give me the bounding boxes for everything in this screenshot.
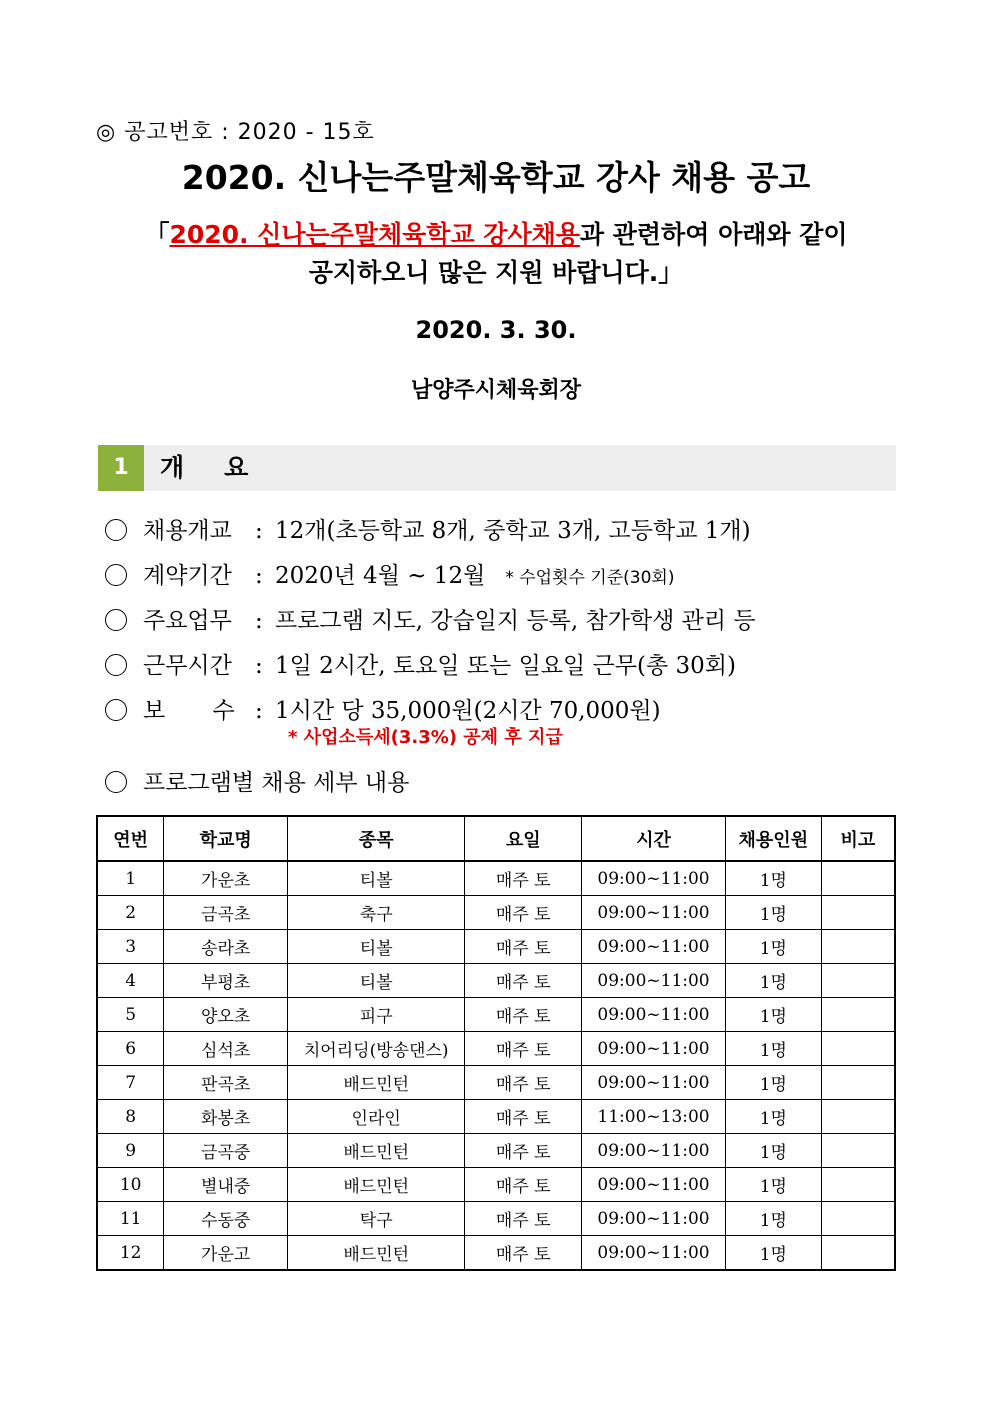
day-cell: 매주 토 [465, 1066, 582, 1100]
time-cell: 09:00~11:00 [582, 930, 726, 964]
sport-cell: 치어리딩(방송댄스) [287, 1032, 464, 1066]
day-cell: 매주 토 [465, 930, 582, 964]
time-cell: 09:00~11:00 [582, 964, 726, 998]
header-cell: 채용인원 [725, 816, 821, 861]
hire-count-cell: 1명 [725, 1032, 821, 1066]
school-name-cell: 가운초 [164, 861, 288, 896]
remarks-cell [821, 861, 895, 896]
sport-cell: 배드민턴 [287, 1134, 464, 1168]
header-cell: 연번 [97, 816, 164, 861]
intro-rest: 과 관련하여 아래와 같이 [579, 220, 848, 249]
program-table [96, 815, 896, 1271]
day-cell: 매주 토 [465, 1032, 582, 1066]
day-cell: 매주 토 [465, 1168, 582, 1202]
remarks-cell [821, 1168, 895, 1202]
item-label: 프로그램별 채용 세부 내용 [143, 770, 410, 796]
list-item [105, 512, 751, 545]
row-number-cell: 11 [97, 1202, 164, 1236]
circle-bullet-icon [105, 654, 127, 676]
notice-number: ◎ 공고번호 : 2020 - 15호 [96, 120, 375, 145]
intro-line-1 [0, 216, 992, 254]
time-cell: 09:00~11:00 [582, 998, 726, 1032]
remarks-cell [821, 1236, 895, 1271]
list-item [105, 557, 674, 590]
school-name-cell: 부평초 [164, 964, 288, 998]
time-cell: 09:00~11:00 [582, 1236, 726, 1271]
row-number-cell: 2 [97, 896, 164, 930]
time-cell: 09:00~11:00 [582, 1032, 726, 1066]
item-value: 12개(초등학교 8개, 중학교 3개, 고등학교 1개) [275, 518, 751, 544]
row-number-cell: 3 [97, 930, 164, 964]
hire-count-cell: 1명 [725, 861, 821, 896]
day-cell: 매주 토 [465, 1202, 582, 1236]
header-cell: 시간 [582, 816, 726, 861]
day-cell: 매주 토 [465, 1134, 582, 1168]
intro-open-bracket: 「 [144, 220, 170, 249]
list-item [105, 647, 736, 680]
item-label: 근무시간 [143, 653, 232, 679]
row-number-cell: 8 [97, 1100, 164, 1134]
time-cell: 11:00~13:00 [582, 1100, 726, 1134]
item-label: 주요업무 [143, 608, 232, 634]
header-cell: 학교명 [164, 816, 288, 861]
header-cell: 비고 [821, 816, 895, 861]
time-cell: 09:00~11:00 [582, 1168, 726, 1202]
row-number-cell: 9 [97, 1134, 164, 1168]
sport-cell: 배드민턴 [287, 1236, 464, 1271]
sport-cell: 티볼 [287, 861, 464, 896]
school-name-cell: 가운고 [164, 1236, 288, 1271]
time-cell: 09:00~11:00 [582, 1202, 726, 1236]
school-name-cell: 송라초 [164, 930, 288, 964]
table-row [97, 896, 895, 930]
school-name-cell: 양오초 [164, 998, 288, 1032]
table-row [97, 1032, 895, 1066]
intro-line-2: 공지하오니 많은 지원 바랍니다.」 [308, 258, 684, 287]
day-cell: 매주 토 [465, 1236, 582, 1271]
table-row [97, 1066, 895, 1100]
organization-name: 남양주시체육회장 [410, 377, 582, 403]
hire-count-cell: 1명 [725, 964, 821, 998]
sport-cell: 인라인 [287, 1100, 464, 1134]
item-label: 계약기간 [143, 563, 232, 589]
school-name-cell: 수동중 [164, 1202, 288, 1236]
hire-count-cell: 1명 [725, 1066, 821, 1100]
table-header-row [97, 816, 895, 861]
item-colon: : [255, 653, 263, 679]
item-value: 2020년 4월 ~ 12월 [275, 563, 486, 589]
circle-bullet-icon [105, 771, 127, 793]
notice-date: 2020. 3. 30. [415, 316, 577, 344]
sport-cell: 티볼 [287, 964, 464, 998]
circle-bullet-icon [105, 609, 127, 631]
page-title: 2020. 신나는주말체육학교 강사 채용 공고 [181, 158, 811, 197]
item-value: 프로그램 지도, 강습일지 등록, 참가학생 관리 등 [275, 608, 756, 634]
sport-cell: 배드민턴 [287, 1168, 464, 1202]
remarks-cell [821, 1134, 895, 1168]
hire-count-cell: 1명 [725, 998, 821, 1032]
hire-count-cell: 1명 [725, 1134, 821, 1168]
item-colon: : [255, 563, 263, 589]
circle-bullet-icon [105, 519, 127, 541]
remarks-cell [821, 896, 895, 930]
remarks-cell [821, 1100, 895, 1134]
sport-cell: 티볼 [287, 930, 464, 964]
day-cell: 매주 토 [465, 964, 582, 998]
row-number-cell: 12 [97, 1236, 164, 1271]
item-colon: : [255, 608, 263, 634]
school-name-cell: 금곡초 [164, 896, 288, 930]
time-cell: 09:00~11:00 [582, 1134, 726, 1168]
row-number-cell: 1 [97, 861, 164, 896]
header-cell: 종목 [287, 816, 464, 861]
remarks-cell [821, 930, 895, 964]
remarks-cell [821, 1202, 895, 1236]
list-item [105, 692, 661, 725]
table-row [97, 1168, 895, 1202]
table-row [97, 998, 895, 1032]
school-name-cell: 금곡중 [164, 1134, 288, 1168]
remarks-cell [821, 998, 895, 1032]
day-cell: 매주 토 [465, 1100, 582, 1134]
school-name-cell: 심석초 [164, 1032, 288, 1066]
table-row [97, 1202, 895, 1236]
intro-highlight: 2020. 신나는주말체육학교 강사채용 [169, 220, 580, 249]
hire-count-cell: 1명 [725, 1236, 821, 1271]
intro-paragraph [0, 216, 992, 292]
item-value: 1시간 당 35,000원(2시간 70,000원) [275, 698, 661, 724]
hire-count-cell: 1명 [725, 1168, 821, 1202]
remarks-cell [821, 1032, 895, 1066]
item-note: * 수업횟수 기준(30회) [505, 568, 675, 588]
section-number: 1 [98, 445, 144, 491]
sport-cell: 피구 [287, 998, 464, 1032]
table-row [97, 930, 895, 964]
sport-cell: 축구 [287, 896, 464, 930]
time-cell: 09:00~11:00 [582, 861, 726, 896]
sport-cell: 배드민턴 [287, 1066, 464, 1100]
section-header [98, 445, 896, 491]
remarks-cell [821, 964, 895, 998]
table-row [97, 1100, 895, 1134]
remarks-cell [821, 1066, 895, 1100]
school-name-cell: 판곡초 [164, 1066, 288, 1100]
time-cell: 09:00~11:00 [582, 896, 726, 930]
day-cell: 매주 토 [465, 896, 582, 930]
row-number-cell: 5 [97, 998, 164, 1032]
time-cell: 09:00~11:00 [582, 1066, 726, 1100]
table-row [97, 861, 895, 896]
item-value: 1일 2시간, 토요일 또는 일요일 근무(총 30회) [275, 653, 736, 679]
hire-count-cell: 1명 [725, 1100, 821, 1134]
tax-note: * 사업소득세(3.3%) 공제 후 지급 [288, 727, 563, 748]
row-number-cell: 10 [97, 1168, 164, 1202]
table-row [97, 1134, 895, 1168]
item-colon: : [255, 698, 263, 724]
circle-bullet-icon [105, 564, 127, 586]
school-name-cell: 화봉초 [164, 1100, 288, 1134]
sport-cell: 탁구 [287, 1202, 464, 1236]
circle-bullet-icon [105, 699, 127, 721]
school-name-cell: 별내중 [164, 1168, 288, 1202]
section-title: 개요 [160, 453, 289, 482]
hire-count-cell: 1명 [725, 896, 821, 930]
item-colon: : [255, 518, 263, 544]
day-cell: 매주 토 [465, 998, 582, 1032]
list-item [105, 764, 409, 797]
item-label: 보 수 [143, 698, 235, 724]
hire-count-cell: 1명 [725, 1202, 821, 1236]
row-number-cell: 7 [97, 1066, 164, 1100]
row-number-cell: 4 [97, 964, 164, 998]
list-item [105, 602, 756, 635]
row-number-cell: 6 [97, 1032, 164, 1066]
day-cell: 매주 토 [465, 861, 582, 896]
table-body [97, 861, 895, 1270]
table-row [97, 964, 895, 998]
header-cell: 요일 [465, 816, 582, 861]
item-label: 채용개교 [143, 518, 232, 544]
hire-count-cell: 1명 [725, 930, 821, 964]
table-row [97, 1236, 895, 1271]
